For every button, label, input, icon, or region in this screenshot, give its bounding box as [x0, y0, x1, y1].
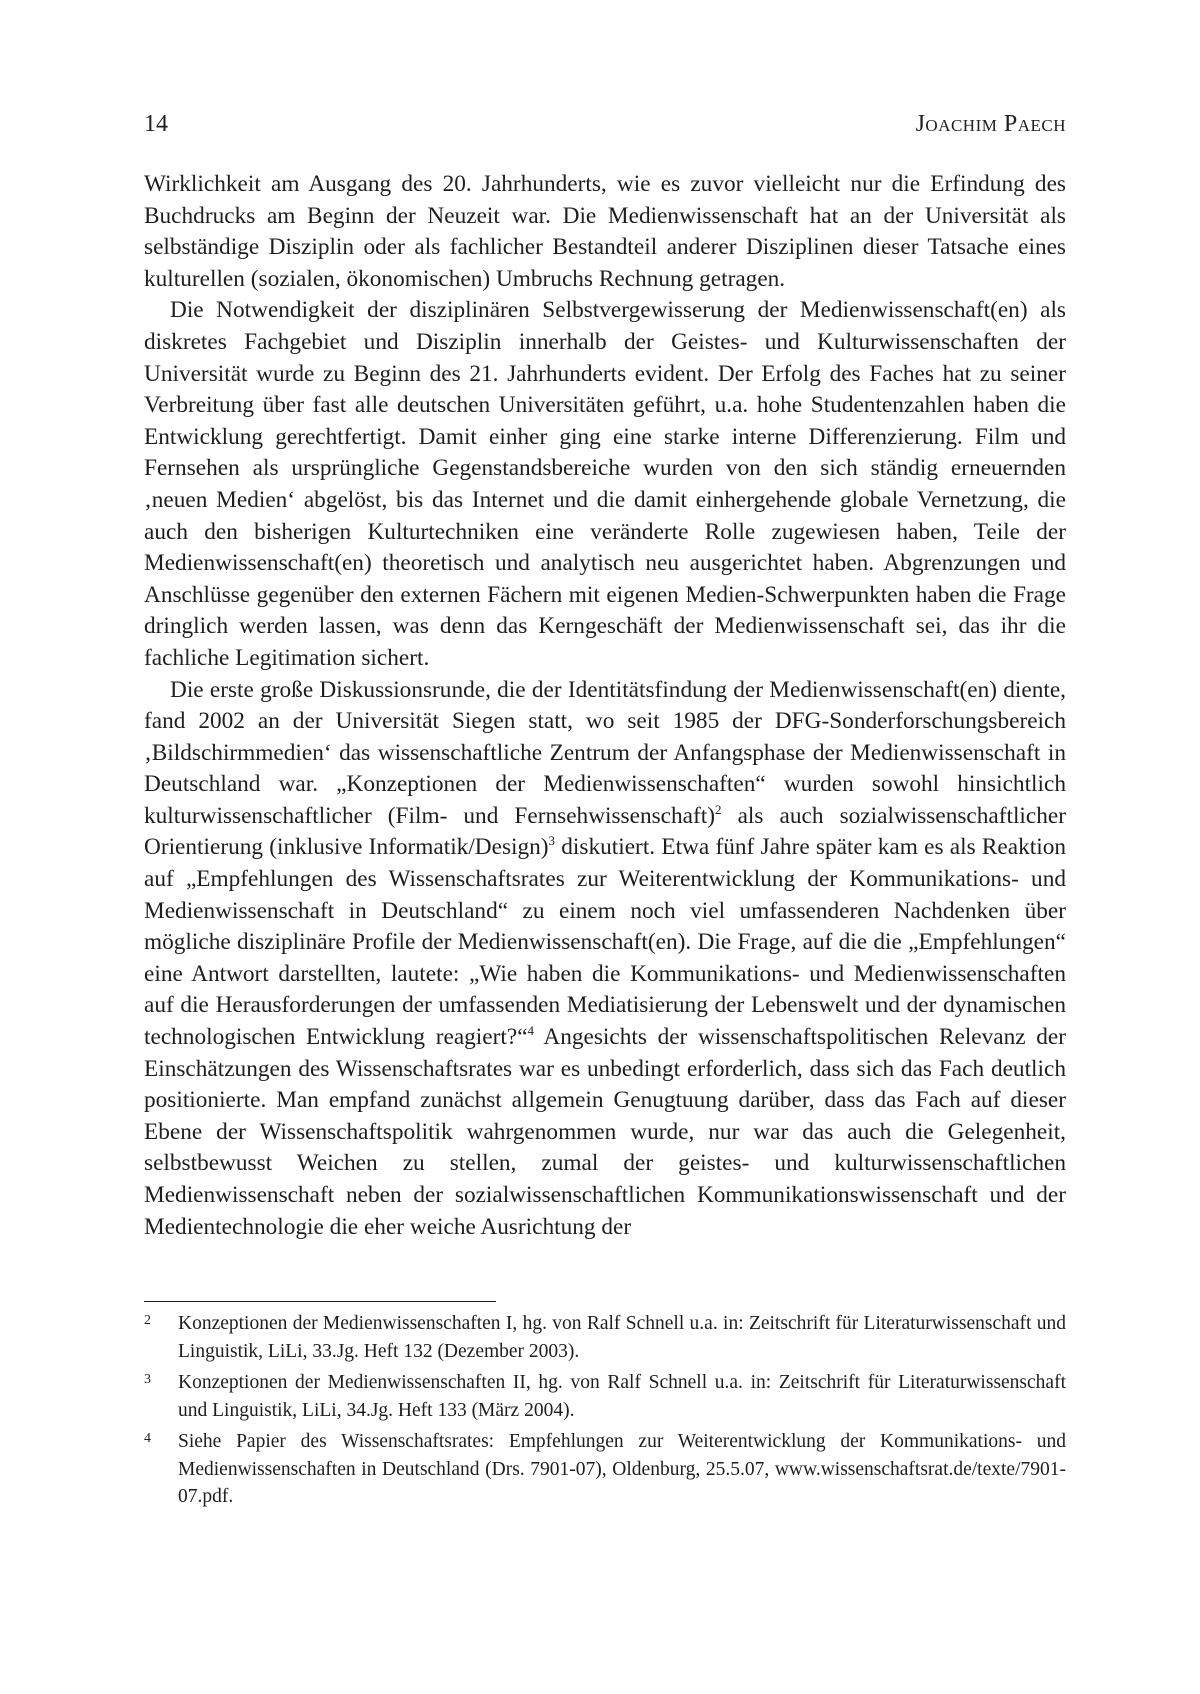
- paragraph-3-part-c: diskutiert. Etwa fünf Jahre später kam es als Reaktion auf „Empfehlungen des Wissenschaftsrates zur Weiterentwicklung der Kommunikations- und Medienwissenschaft in Deutschland“ zu einem noch viel umfassenderen Nachdenken über mögliche disziplinäre Profile der Medienwissenschaft(en). Die Frage, auf die die „Empfehlungen“ eine Antwort darstellten, lautete: „Wie haben die Kommunikations- und Medienwissenschaften auf die Herausforderungen der umfassenden Mediatisierung der Lebenswelt und der dynamischen technologischen Entwicklung reagiert?“: [144, 834, 1066, 1051]
- paragraph-1: Wirklichkeit am Ausgang des 20. Jahrhunderts, wie es zuvor vielleicht nur die Erfindung des Buchdrucks am Beginn der Neuzeit war. Die Medienwissenschaft hat an der Universität als selbständige Disziplin oder als fachlicher Bestandteil anderer Disziplinen dieser Tatsache eines kulturellen (sozialen, ökonomischen) Umbruchs Rechnung getragen.: [144, 171, 1066, 292]
- paragraph-2: Die Notwendigkeit der disziplinären Selbstvergewisserung der Medienwissenschaft(en) als diskretes Fachgebiet und Disziplin innerhalb der Geistes- und Kulturwissenschaften der Universität wurde zu Beginn des 21. Jahrhunderts evident. Der Erfolg des Faches hat zu seiner Verbreitung über fast alle deutschen Universitäten geführt, u.a. hohe Studentenzahlen haben die Entwicklung gerechtfertigt. Damit einher ging eine starke interne Differenzierung. Film und Fernsehen als ursprüngliche Gegenstandsbereiche wurden von den sich ständig erneuernden ‚neuen Medien‘ abgelöst, bis das Internet und die damit einhergehende globale Vernetzung, die auch den bisherigen Kulturtechniken eine veränderte Rolle zugewiesen haben, Teile der Medienwissenschaft(en) theoretisch und analytisch neu ausgerichtet haben. Abgrenzungen und Anschlüsse gegenüber den externen Fächern mit eigenen Medien-Schwerpunkten haben die Frage dringlich werden lassen, was denn das Kerngeschäft der Medienwissenschaft sei, das ihr die fachliche Legitimation sichert.: [144, 297, 1066, 671]
- footnote-ref-2: 2: [715, 801, 722, 817]
- footnote-4: [144, 1428, 1066, 1511]
- paragraph-3-part-d: Angesichts der wissenschaftspolitischen Relevanz der Einschätzungen des Wissenschaftsrates war es unbedingt erforderlich, dass sich das Fach deutlich positionierte. Man empfand zunächst allgemein Genugtuung darüber, dass das Fach auf dieser Ebene der Wissenschaftspolitik wahrgenommen wurde, nur war das auch die Gelegenheit, selbstbewusst Weichen zu stellen, zumal der geistes- und kulturwissenschaftlichen Medienwissenschaft neben der sozialwissenschaftlichen Kommunikationswissenschaft und der Medientechnologie die eher weiche Ausrichtung der: [144, 1024, 1066, 1240]
- footnote-ref-4: 4: [527, 1023, 535, 1039]
- paragraph-3: [144, 675, 1066, 1244]
- footnote-3: [144, 1369, 1066, 1424]
- running-head-author: Joachim Paech: [915, 111, 1066, 137]
- footnote-ref-3: 3: [548, 833, 556, 849]
- footnote-text: Konzeptionen der Medienwissenschaften I, hg. von Ralf Schnell u.a. in: Zeitschrift für Literaturwissenschaft und Linguistik, LiLi, 33.Jg. Heft 132 (Dezember 2003).: [178, 1313, 1066, 1362]
- footnote-number: 4: [144, 1431, 151, 1446]
- paragraph-3-part-a: Die erste große Diskussionsrunde, die der Identitätsfindung der Medienwissenschaft(en) diente, fand 2002 an der Universität Siegen statt, wo seit 1985 der DFG-Sonderforschungsbereich ‚Bildschirmmedien‘ das wissenschaftliche Zentrum der Anfangsphase der Medienwissenschaft in Deutschland war. „Konzeptionen der Medienwissenschaften“ wurden sowohl hinsichtlich kulturwissenschaftlicher (Film- und Fernsehwissenschaft): [144, 676, 1066, 829]
- footnote-2: [144, 1310, 1066, 1365]
- paragraph-3-part-b: als auch sozialwissenschaftlicher Orientierung (inklusive Informatik/Design): [144, 802, 1066, 861]
- footnote-text: Konzeptionen der Medienwissenschaften II, hg. von Ralf Schnell u.a. in: Zeitschrift für Literaturwissenschaft und Linguistik, LiLi, 34.Jg. Heft 133 (März 2004).: [178, 1372, 1066, 1421]
- page-number: 14: [144, 111, 168, 137]
- footnotes: [144, 1310, 1066, 1515]
- footnote-number: 2: [144, 1313, 151, 1328]
- footnote-number: 3: [144, 1372, 151, 1387]
- footnote-text: Siehe Papier des Wissenschaftsrates: Empfehlungen zur Weiterentwicklung der Kommunikations- und Medienwissenschaften in Deutschland (Drs. 7901-07), Oldenburg, 25.5.07, www.wissenschaftsrat.​de/texte/7901-07.pdf.: [178, 1431, 1066, 1507]
- page-header: [144, 104, 1066, 144]
- footnote-divider: [144, 1301, 496, 1302]
- body-text: [144, 169, 1066, 1243]
